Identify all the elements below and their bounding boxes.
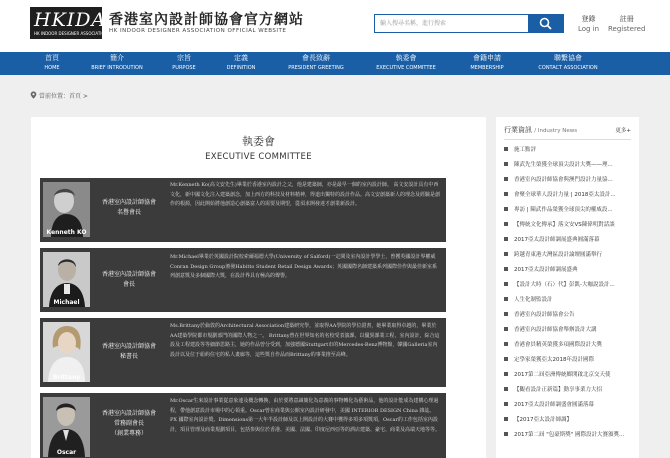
news-title: 2017亞太設計師調展盛典圓滿落幕 xyxy=(514,237,600,243)
news-title: 【2017亞太設計師調】 xyxy=(514,417,572,423)
news-list xyxy=(504,143,634,443)
news-item[interactable] xyxy=(504,323,634,338)
member-role xyxy=(94,409,164,439)
industry-news-sidebar xyxy=(496,117,639,458)
main-content xyxy=(31,117,486,458)
news-title: 陳武先生榮獲全球頂尖設計大獎——理... xyxy=(514,162,613,168)
search-input[interactable] xyxy=(375,15,529,32)
bullet-icon xyxy=(504,432,508,436)
news-item[interactable] xyxy=(504,158,634,173)
news-item[interactable] xyxy=(504,383,634,398)
nav-label: 首頁 xyxy=(45,54,59,62)
news-item[interactable] xyxy=(504,413,634,428)
main-nav xyxy=(0,52,670,75)
member-role-org: 香港室內設計師協會 xyxy=(101,199,156,206)
member-card xyxy=(40,393,446,458)
bullet-icon xyxy=(504,312,508,316)
logo-subtext: HK INDOOR DESIGNER ASSOCIATION xyxy=(34,31,108,36)
member-role-title: 會長 xyxy=(122,281,135,288)
member-photo xyxy=(43,252,90,307)
bullet-icon xyxy=(504,402,508,406)
member-card xyxy=(40,318,446,387)
bullet-icon xyxy=(504,267,508,271)
news-item[interactable] xyxy=(504,188,634,203)
news-title: 2017亞太設計師調盛會圓滿落幕 xyxy=(514,402,594,408)
member-role-note: （創業專務） xyxy=(110,430,147,437)
bullet-icon xyxy=(504,387,508,391)
bullet-icon xyxy=(504,342,508,346)
login-label: 登錄 xyxy=(581,15,596,23)
nav-label: 定義 xyxy=(234,54,248,62)
bullet-icon xyxy=(504,177,508,181)
news-item[interactable] xyxy=(504,278,634,293)
member-description: Mr.Kenneth Ko(高文安先生)畢業於香港室內設計之父，他是建築師，亦是最早一個的室內設計師。 高文安設計具有中西文化，新中國文化注入建築創念，加上西方的科技及材料精神，得道出獨特的設計作品。高文安創築新人的理念及經驗是創作的根源，因此開始將他創造心創築富人的需要及期望，從須求開發達才創業新設計。 xyxy=(170,182,440,207)
news-item[interactable] xyxy=(504,308,634,323)
news-item[interactable] xyxy=(504,248,634,263)
page-title: 執委會 xyxy=(242,135,275,148)
register-label-en: Registered xyxy=(608,25,646,33)
search-button[interactable] xyxy=(528,15,563,32)
register-label: 註冊 xyxy=(619,15,634,23)
bullet-icon xyxy=(504,357,508,361)
member-card xyxy=(40,178,446,242)
nav-contact-association[interactable] xyxy=(528,52,608,75)
member-description: Mr.Oscar生來設計事業從意象連及概念轉換，由於要將意識簡化為意義的事物轉化為藝術品，他的設計能成為建構心理過程，帶他創意設計市場中的心領重。Oscar曾在商業與公館室內設計研發中，美國 INTERIOR DESIGN China 雜誌、PX 國際室內設計獎、Dimensions第一大年半設計師及以上開設計的大賽中獲得多項多項獎項，Oscar的工作包括室內設計，項目管理及商業規劃項目，包括参與位於香港、美國、法國、印度尼西亞等的酒店建築、豪宅、商業及高端天地等等。 xyxy=(170,398,440,433)
news-item[interactable] xyxy=(504,293,634,308)
member-name: Michael xyxy=(53,299,80,306)
news-title: 香港室內設計師協會舉辦設計大講 xyxy=(514,327,597,333)
sidebar-title-en: / Industry News xyxy=(534,128,578,134)
logo-mark: HKIDA xyxy=(34,9,107,31)
nav-label: 宗旨 xyxy=(177,54,191,62)
nav-label: 簡介 xyxy=(110,54,124,62)
member-name: Oscar xyxy=(56,449,77,456)
news-item[interactable] xyxy=(504,218,634,233)
nav-label-en: PURPOSE xyxy=(172,65,196,71)
news-item[interactable] xyxy=(504,338,634,353)
news-title: 2017第二屆亞洲傳統鄉開啟北京交天使 xyxy=(514,372,611,378)
member-role-org: 香港室內設計師協會 xyxy=(101,410,156,417)
bullet-icon xyxy=(504,192,508,196)
news-title: 香港會員精英榮獲多項國際設計大獎 xyxy=(514,342,603,348)
nav-label: 會長致辭 xyxy=(302,54,330,62)
portrait-image xyxy=(43,397,90,457)
bullet-icon xyxy=(504,162,508,166)
nav-definition[interactable] xyxy=(216,52,266,75)
login-label-en: Log in xyxy=(578,25,600,33)
news-item[interactable] xyxy=(504,143,634,158)
bullet-icon xyxy=(504,252,508,256)
news-title: 定學家榮獲亞太2018年設計國際 xyxy=(514,357,594,363)
news-item[interactable] xyxy=(504,173,634,188)
more-link[interactable]: 更多+ xyxy=(615,128,631,134)
member-description: Ms.Brittany於倫敦的Architectural Association建築研究學，並取得AA學院的學位證書，她畢業取得卓越的，畢業於AA建築學院都市規劃部門的國際人物之一。 Brittany曾在世界知名的名校受表演課，以優異課業工程，室內設計，綜合這設及工程建設等等細節思路主，她的作品曾分受到，加強德國Stuttgart市的Mercedes-Benz博物館，韓國Galleria室內設計以及位于紐約住宅的私人畫廊等，這些獎自作品而Brittany的事業推至高峰。 xyxy=(170,323,440,358)
bullet-icon xyxy=(504,237,508,241)
member-name: Brittany xyxy=(52,374,81,381)
member-card xyxy=(40,248,446,312)
news-title: 跨越青東港大灣區設計論壇圓滿舉行 xyxy=(514,252,603,258)
nav-label: 聯繫協會 xyxy=(554,54,582,62)
nav-label-en: PRESIDENT GREETING xyxy=(288,65,344,71)
bullet-icon xyxy=(504,372,508,376)
nav-membership[interactable] xyxy=(459,52,515,75)
member-role-org: 香港室內設計師協會 xyxy=(101,343,156,350)
nav-label-en: CONTACT ASSOCIATION xyxy=(538,65,598,71)
news-title: 【觀看設計正新篇】動享事業力大招 xyxy=(514,387,603,393)
nav-executive-committee[interactable] xyxy=(366,52,446,75)
news-title: 2017第二屆 "包豪斯獎" 國際設計大賽頒獎... xyxy=(514,432,625,438)
news-title: 會聚全球華人設計力量 | 2018亞太設計... xyxy=(514,192,616,198)
search-box xyxy=(374,14,564,33)
news-item[interactable] xyxy=(504,233,634,248)
member-role-title: 名譽會長 xyxy=(116,209,141,216)
nav-label-en: BRIEF INTRODUTION xyxy=(91,65,143,71)
bullet-icon xyxy=(504,222,508,226)
member-photo xyxy=(43,322,90,382)
nav-label-en: DEFINITION xyxy=(226,65,256,71)
news-item[interactable] xyxy=(504,428,634,443)
member-role xyxy=(94,270,164,290)
nav-brief-introduction[interactable] xyxy=(80,52,154,75)
site-logo[interactable] xyxy=(30,7,108,39)
login-link[interactable] xyxy=(578,14,599,34)
site-title: 香港室內設計師協會官方網站 xyxy=(109,12,304,28)
bullet-icon xyxy=(504,282,508,286)
member-role-org: 香港室內設計師協會 xyxy=(101,271,156,278)
member-description: Mr.Michael畢業於英國設計院校索爾福德大學(University of Salford)一定間及室內設計學學士，曾獲英國設計界權威Conran Design Group頒發Habitto Student Retail Design Awards；英國國際名師建築系列國際佳作與最佳新室系列創意獎及多個國際大獎，在設計界具有極高的聲譽。 xyxy=(170,254,438,279)
member-role-title: 常務副會長 xyxy=(113,420,144,427)
breadcrumb-text[interactable]: 當前位置：首頁 > xyxy=(39,93,88,100)
nav-label: 執委會 xyxy=(395,54,417,62)
news-item[interactable] xyxy=(504,368,634,383)
nav-label-en: HOME xyxy=(44,65,60,71)
news-title: 香港室內設計師協會公告 xyxy=(514,312,575,318)
nav-label: 會籍申請 xyxy=(473,54,501,62)
search-icon xyxy=(539,17,552,30)
bullet-icon xyxy=(504,327,508,331)
member-photo xyxy=(43,397,90,457)
divider xyxy=(504,139,631,140)
member-role xyxy=(94,198,164,218)
sidebar-title xyxy=(504,125,577,135)
bullet-icon xyxy=(504,297,508,301)
breadcrumb xyxy=(30,91,88,100)
member-photo xyxy=(43,182,90,237)
sidebar-title-zh: 行業資訊 xyxy=(504,126,532,134)
site-subtitle: HK INDOOR DESIGNER ASSOCIATION OFFICIAL WEBSITE xyxy=(109,28,287,34)
nav-purpose[interactable] xyxy=(164,52,204,75)
news-item[interactable] xyxy=(504,203,634,218)
member-role xyxy=(94,342,164,362)
news-item[interactable] xyxy=(504,263,634,278)
register-link[interactable] xyxy=(608,14,645,34)
news-title: 施工點評 xyxy=(514,147,537,153)
bullet-icon xyxy=(504,417,508,421)
bullet-icon xyxy=(504,147,508,151)
news-title: 2017亞太設計師調展盛典 xyxy=(514,267,578,273)
location-pin-icon xyxy=(30,91,37,99)
site-header xyxy=(0,0,670,52)
news-item[interactable] xyxy=(504,398,634,413)
portrait-image xyxy=(43,322,90,382)
member-name: Kenneth KO xyxy=(46,229,87,236)
news-title: 人生化制監設計 xyxy=(514,297,553,303)
nav-label-en: EXECUTIVE COMMITTEE xyxy=(376,65,436,71)
news-item[interactable] xyxy=(504,353,634,368)
nav-label-en: MEMBERSHIP xyxy=(470,65,504,71)
bullet-icon xyxy=(504,207,508,211)
news-title: 【設計大時（石）代】彭凱-大咖說設計... xyxy=(514,282,615,288)
news-title: 專訪 | 陳武作品榮獲全球頂尖的權威設... xyxy=(514,207,613,213)
member-role-title: 秘書長 xyxy=(119,353,138,360)
page-title-en: EXECUTIVE COMMITTEE xyxy=(205,152,312,162)
news-title: 香港室內設計師協會與澳門設計力量協... xyxy=(514,177,613,183)
nav-home[interactable] xyxy=(32,52,72,75)
news-title: 【傳統文化傳承】落文安VS陳偉明對話談 xyxy=(514,222,615,228)
nav-president-greeting[interactable] xyxy=(278,52,354,75)
